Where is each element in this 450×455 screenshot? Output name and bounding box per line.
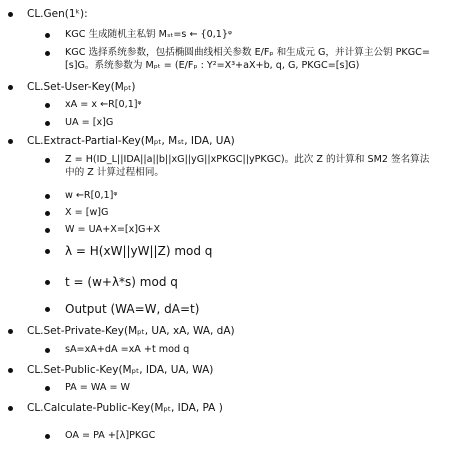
bullet-icon bbox=[45, 103, 50, 108]
list-item-lambda bbox=[45, 244, 212, 258]
list-item-set-private-key bbox=[8, 324, 235, 338]
bullet-icon bbox=[8, 329, 13, 334]
list-item-master-private-key bbox=[45, 28, 232, 41]
list-item-x-point bbox=[45, 206, 108, 219]
list-item-z-hash bbox=[45, 153, 433, 179]
bullet-icon bbox=[45, 51, 50, 56]
list-item-w-random bbox=[45, 189, 117, 202]
bullet-icon bbox=[8, 12, 13, 17]
list-item-set-public-key bbox=[8, 363, 213, 377]
list-item-text: KGC 生成随机主私钥 Mₛₜ=s ← {0,1}ᵠ bbox=[65, 29, 232, 40]
list-item-ua bbox=[45, 116, 113, 129]
list-item-t bbox=[45, 275, 178, 289]
list-item-text: CL.Set-User-Key(Mₚₜ) bbox=[27, 81, 136, 93]
list-item-text: W = UA+X=[x]G+X bbox=[65, 224, 161, 235]
list-item-text: CL.Extract-Partial-Key(Mₚₜ, Mₛₜ, IDA, UA) bbox=[27, 135, 235, 147]
list-item-text: CL.Set-Public-Key(Mₚₜ, IDA, UA, WA) bbox=[27, 364, 214, 376]
list-item-text: sA=xA+dA =xA +t mod q bbox=[65, 344, 190, 355]
bullet-icon bbox=[45, 228, 50, 233]
list-item-text: xA = x ←R[0,1]ᵠ bbox=[65, 99, 142, 110]
list-item-text: UA = [x]G bbox=[65, 117, 114, 128]
list-item-text: t = (w+λ*s) mod q bbox=[65, 275, 178, 289]
bullet-icon bbox=[45, 434, 50, 439]
list-item-xa bbox=[45, 98, 142, 111]
list-item-text: Output (WA=W, dA=t) bbox=[65, 302, 200, 316]
bullet-icon bbox=[45, 307, 50, 312]
bullet-icon bbox=[45, 121, 50, 126]
bullet-icon bbox=[45, 211, 50, 216]
list-item-text: CL.Gen(1ᵏ): bbox=[27, 8, 88, 20]
list-item-text: CL.Calculate-Public-Key(Mₚₜ, IDA, PA ) bbox=[27, 402, 223, 414]
list-item-w-point bbox=[45, 223, 160, 236]
list-item-text: PA = WA = W bbox=[65, 382, 131, 393]
list-item-text: OA = PA +[λ]PKGC bbox=[65, 430, 156, 441]
list-item-output bbox=[45, 302, 199, 316]
bullet-icon bbox=[45, 280, 50, 285]
list-item-text: KGC 选择系统参数，包括椭圆曲线相关参数 E/Fₚ 和生成元 G，并计算主公钥 PKGC=[s]G。系统参数为 Mₚₜ = (E/Fₚ : Y²=X³+aX+b, q, G, PKGC=[s]G) bbox=[65, 47, 430, 71]
list-item-system-parameters bbox=[45, 46, 433, 72]
list-item-calculate-public-key bbox=[8, 401, 223, 415]
list-item-sa bbox=[45, 343, 189, 356]
bullet-icon bbox=[45, 33, 50, 38]
list-item-extract-partial-key bbox=[8, 134, 235, 148]
list-item-cl-gen bbox=[8, 7, 88, 21]
list-item-text: Z = H(ID_L||IDA||a||b||xG||yG||xPKGC||yPKGC)。此次 Z 的计算和 SM2 签名算法中的 Z 计算过程相同。 bbox=[65, 154, 430, 178]
bullet-icon bbox=[8, 139, 13, 144]
list-item-pa bbox=[45, 381, 130, 394]
list-item-oa bbox=[45, 429, 155, 442]
list-item-text: w ←R[0,1]ᵠ bbox=[65, 190, 118, 201]
bullet-icon bbox=[45, 386, 50, 391]
bullet-icon bbox=[45, 249, 50, 254]
list-item-text: X = [w]G bbox=[65, 207, 109, 218]
bullet-icon bbox=[45, 194, 50, 199]
bullet-icon bbox=[8, 85, 13, 90]
bullet-icon bbox=[45, 158, 50, 163]
bullet-icon bbox=[45, 348, 50, 353]
bullet-icon bbox=[8, 368, 13, 373]
bullet-icon bbox=[8, 406, 13, 411]
list-item-set-user-key bbox=[8, 80, 135, 94]
list-item-text: CL.Set-Private-Key(Mₚₜ, UA, xA, WA, dA) bbox=[27, 325, 235, 337]
list-item-text: λ = H(xW||yW||Z) mod q bbox=[65, 244, 213, 258]
